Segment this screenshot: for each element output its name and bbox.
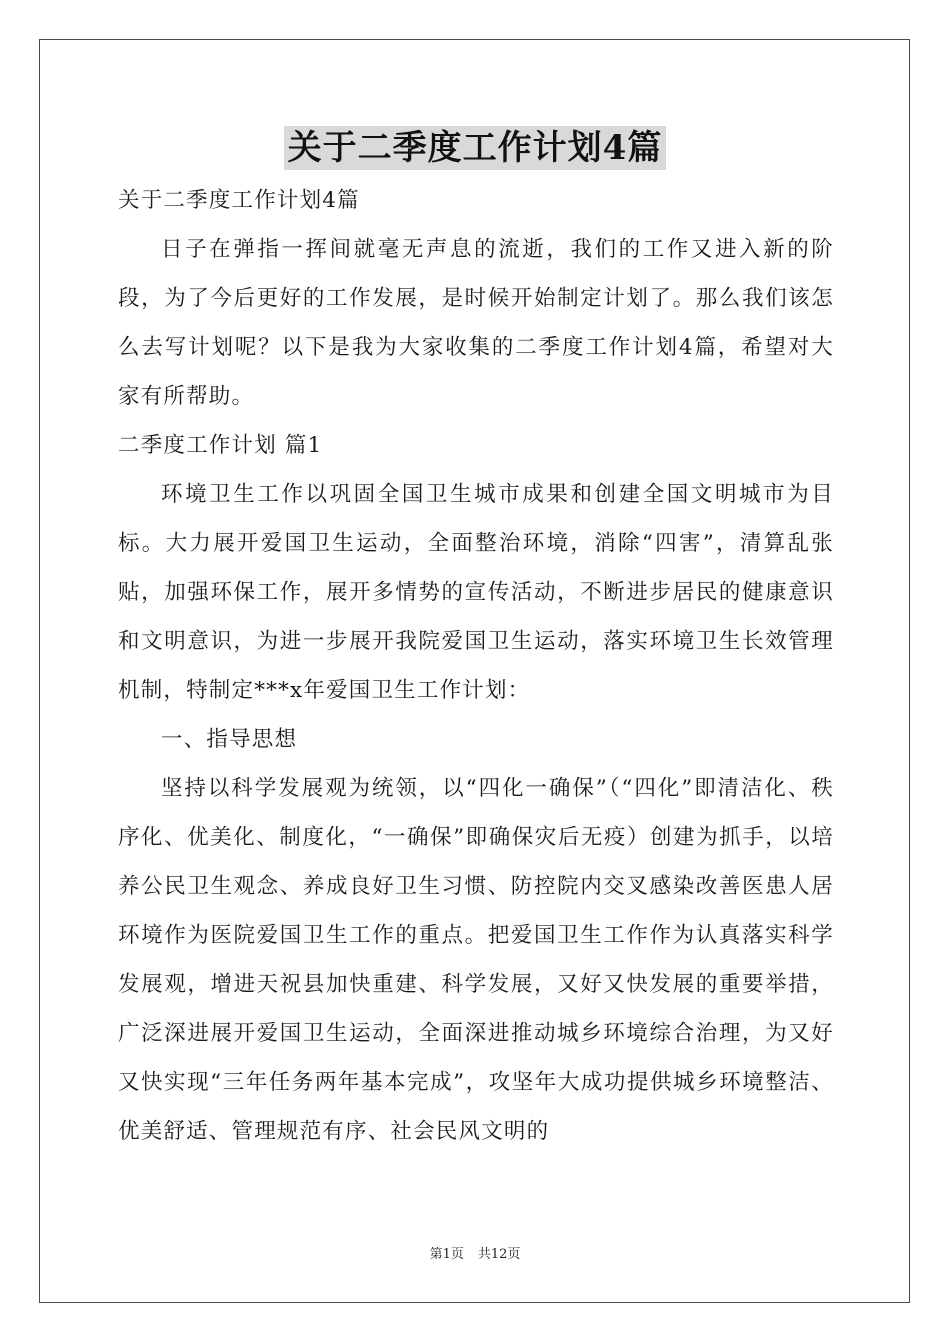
document-title: 关于二季度工作计划4篇 bbox=[284, 126, 667, 170]
subsection-heading: 一、指导思想 bbox=[161, 727, 298, 752]
body-paragraph: 环境卫生工作以巩固全国卫生城市成果和创建全国文明城市为目标。大力展开爱国卫生运动，全面整治环境，消除“四害”，清算乱张贴，加强环保工作，展开多情势的宣传活动，不断进步居民的健康意识和文明意识，为进一步展开我院爱国卫生运动，落实环境卫生长效管理机制，特制定***x年爱国卫生工作计划： bbox=[118, 482, 834, 703]
page-total: 共12页 bbox=[477, 1247, 521, 1262]
subtitle-paragraph: 关于二季度工作计划4篇 bbox=[118, 188, 360, 213]
section-heading: 二季度工作计划 篇1 bbox=[118, 433, 323, 458]
intro-paragraph: 日子在弹指一挥间就毫无声息的流逝，我们的工作又进入新的阶段，为了今后更好的工作发展，是时候开始制定计划了。那么我们该怎么去写计划呢？以下是我为大家收集的二季度工作计划4篇，希望对大家有所帮助。 bbox=[118, 237, 834, 409]
page-footer bbox=[0, 1246, 950, 1264]
page-number: 第1页 bbox=[429, 1247, 464, 1262]
document-body bbox=[118, 176, 834, 1156]
body-paragraph: 坚持以科学发展观为统领，以“四化一确保”（“四化”即清洁化、秩序化、优美化、制度化，“一确保”即确保灾后无疫）创建为抓手，以培养公民卫生观念、养成良好卫生习惯、防控院内交叉感染改善医患人居环境作为医院爱国卫生工作的重点。把爱国卫生工作作为认真落实科学发展观，增进天祝县加快重建、科学发展，又好又快发展的重要举措，广泛深进展开爱国卫生运动，全面深进推动城乡环境综合治理，为又好又快实现“三年任务两年基本完成”，攻坚年大成功提供城乡环境整洁、优美舒适、管理规范有序、社会民风文明的 bbox=[118, 776, 834, 1144]
title-container bbox=[0, 126, 950, 170]
